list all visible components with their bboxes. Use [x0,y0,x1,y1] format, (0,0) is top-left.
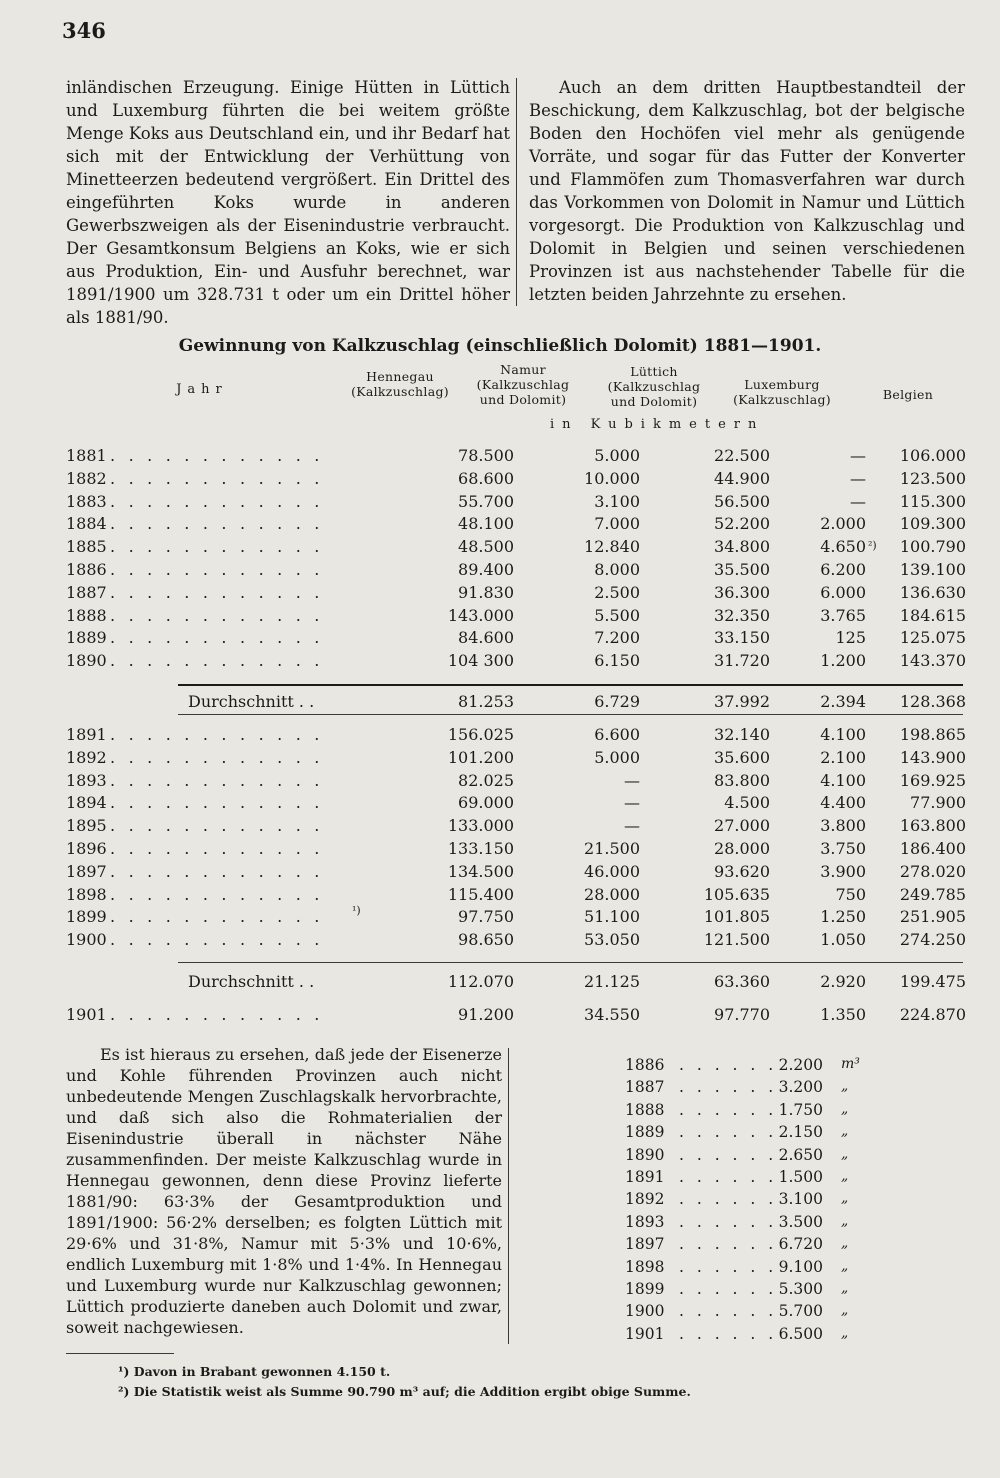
luettich-cell: 121.500 [703,930,770,950]
year-cell: 1886 [66,560,107,579]
paragraph: inländischen Erzeugung. Einige Hütten in Lüttich und Luxemburg führten die bei weitem größte Menge Koks aus Deutschland ein, und ihr Bedarf hat sich mit der Entwicklung der Verhüttung von Minetteerzen bedeutend vergrößert. Ein Drittel des eingeführten Koks wurde in anderen Gewerbszweigen als der Eisenindustrie verbraucht. Der Gesamtkonsum Belgiens an Koks, wie er sich aus Produktion, Ein- und Ausfuhr berechnet, war 1891/1900 um 328.731 t oder um ein Drittel höher als 1881/90. [66,78,510,327]
hennegau-cell: 133.150 [447,839,514,858]
luettich-cell: 4.500 [724,793,770,813]
header-namur: Namur (Kalkzuschlag und Dolomit) [476,362,570,407]
namur-cell: 21.500 [584,839,640,858]
year-cell: 1882 [66,468,107,488]
dolomit-value: 6.720 [778,1235,823,1254]
hennegau-cell: 69.000 [458,793,514,813]
hennegau-cell: 98.650 [458,930,514,950]
namur-cell: 8.000 [594,560,640,579]
hennegau-cell: 81.253 [458,692,514,711]
dolomit-unit: „ [841,1078,849,1095]
dolomit-year: 1900 [625,1302,665,1321]
leader-dots: . . . . . . . . . . . . [110,1005,324,1024]
luettich-cell: 36.300 [714,582,770,602]
luxemburg-cell: — [850,468,866,488]
leader-dots: . . . . . . [679,1235,778,1254]
dolomit-row [625,1101,865,1121]
belgien-cell: 199.475 [899,972,966,991]
dolomit-row [625,1258,865,1278]
leader-dots: . . . . . . . . . . . . [110,468,324,488]
dolomit-unit: „ [841,1145,849,1162]
luettich-cell: 93.620 [714,861,770,881]
leader-dots: . . . . . . . . . . . . [110,747,324,767]
luettich-cell: 83.800 [714,770,770,790]
dolomit-row [625,1123,865,1143]
luettich-cell: 28.000 [714,839,770,858]
belgien-cell: 143.370 [899,651,966,671]
paragraph: Es ist hieraus zu ersehen, daß jede der Eisenerze und Kohle führenden Provinzen auch nicht unbedeutende Mengen Zuschlagskalk hervorbrachte, und daß sich also die Rohmaterialien der Eisenindustrie überall in nächster Nähe zusammenfinden. Der meiste Kalkzuschlag wurde in Hennegau gewonnen, denn diese Provinz lieferte 1881/90: 63·3% der Gesamtproduktion und 1891/1900: 56·2% derselben; es folgten Lüttich mit 29·6% und 31·8%, Namur mit 5·3% und 10·6%, endlich Luxemburg mit 1·8% und 1·4%. In Hennegau und Luxemburg wurde nur Kalkzuschlag gewonnen; Lüttich produzierte daneben auch Dolomit und zwar, soweit nachgewiesen. [66,1045,502,1337]
year-cell: 1890 [66,651,107,671]
leader-dots: . . . . . . [679,1212,778,1231]
table-row [66,651,966,673]
leader-dots: . . . . . . . . . . . . [110,582,324,602]
dolomit-value: 2.150 [778,1123,823,1142]
right-column-text [529,76,965,306]
dolomit-unit: „ [841,1212,849,1229]
year-cell: 1897 [66,861,107,881]
hennegau-cell: 134.500 [447,861,514,881]
dolomit-year: 1899 [625,1280,665,1298]
namur-cell: 12.840 [584,537,640,557]
luxemburg-cell: 750 [835,884,866,904]
leader-dots: . . . . . . [679,1145,778,1164]
table-rule [178,962,963,963]
table-row [66,793,966,815]
luettich-cell: 35.500 [714,560,770,579]
namur-cell: 5.000 [594,446,640,465]
dolomit-row [625,1235,865,1255]
leader-dots: . . . . . . . . . . . . [110,839,324,858]
luettich-cell: 31.720 [714,651,770,671]
namur-cell: — [624,816,640,836]
namur-cell: 2.500 [594,582,640,602]
hennegau-cell: 133.000 [447,816,514,836]
luettich-cell: 52.200 [714,514,770,534]
dolomit-row [625,1168,865,1188]
belgien-cell: 163.800 [899,816,966,836]
luxemburg-cell: 6.200 [820,560,866,579]
dolomit-row [625,1213,865,1233]
luxemburg-cell: 1.050 [820,930,866,950]
luettich-cell: 32.140 [714,725,770,744]
dolomit-year: 1889 [625,1123,665,1142]
table-row [66,492,966,514]
leader-dots: . . . . . . . . . . . . [110,861,324,881]
belgien-cell: 139.100 [899,560,966,579]
dolomit-unit: „ [841,1280,849,1296]
luxemburg-cell: 2.394 [820,692,866,711]
belgien-cell: 198.865 [899,725,966,744]
dolomit-year: 1898 [625,1257,665,1276]
dolomit-value: 2.650 [778,1145,823,1164]
footnote-rule [66,1353,174,1354]
dolomit-row [625,1325,865,1345]
leader-dots: . . . . . . [679,1190,778,1209]
luxemburg-cell: 3.900 [820,861,866,881]
year-cell: 1885 [66,537,107,557]
luettich-cell: 97.770 [714,1005,770,1024]
footnote-1: ¹) Davon in Brabant gewonnen 4.150 t. [118,1364,391,1379]
table-row [66,469,966,491]
leader-dots: . . . . . . . . . . . . [110,605,324,625]
belgien-cell: 100.790 [899,537,966,557]
unit-line: in Kubikmetern [550,417,765,432]
year-cell: 1884 [66,514,107,534]
belgien-cell: 128.368 [899,692,966,711]
luettich-cell: 101.805 [703,907,770,927]
dolomit-row [625,1078,865,1098]
belgien-cell: 109.300 [899,514,966,534]
luxemburg-cell: 1.250 [820,907,866,927]
average-label: Durchschnitt . . [188,972,315,991]
leader-dots: . . . . . . . . . . . . [110,930,324,950]
namur-cell: — [624,793,640,813]
dolomit-value: 9.100 [778,1257,823,1276]
luxemburg-cell: 2.000 [820,514,866,534]
namur-cell: 3.100 [594,491,640,511]
year-cell: 1895 [66,816,107,836]
leader-dots: . . . . . . [679,1324,778,1343]
belgien-cell: 249.785 [899,884,966,904]
luettich-cell: 37.992 [714,692,770,711]
luettich-cell: 34.800 [714,537,770,557]
luettich-cell: 27.000 [714,816,770,836]
header-luxemburg: Luxemburg (Kalkzuschlag) [733,377,831,407]
luxemburg-cell: — [850,446,866,465]
leader-dots: . . . . . . . . . . . . [110,446,324,465]
namur-cell: 6.600 [594,725,640,744]
hennegau-cell: 48.100 [458,514,514,534]
namur-cell: 10.000 [584,468,640,488]
year-cell: 1899 [66,907,107,927]
year-cell: 1889 [66,628,107,648]
header-belgien: Belgien [882,387,934,402]
luxemburg-cell: 4.100 [820,725,866,744]
left-column-text [66,76,510,329]
luettich-cell: 32.350 [714,605,770,625]
dolomit-year: 1888 [625,1100,665,1119]
leader-dots: . . . . . . [679,1123,778,1142]
luxemburg-cell: 125 [835,628,866,648]
belgien-cell: 184.615 [899,605,966,625]
namur-cell: 28.000 [584,884,640,904]
bottom-left-text [66,1044,502,1338]
belgien-cell: 115.300 [899,491,966,511]
footnote-marker: ²) [868,539,877,553]
table-row [66,725,966,747]
luxemburg-cell: 3.800 [820,816,866,836]
page-number: 346 [62,18,106,43]
table-row [66,862,966,884]
year-cell: 1888 [66,605,107,625]
table-row [66,771,966,793]
leader-dots: . . . . . . . . . . . . [110,560,324,579]
hennegau-cell: 84.600 [458,628,514,648]
dolomit-value: 3.500 [778,1212,823,1231]
namur-cell: 7.000 [594,514,640,534]
hennegau-cell: 55.700 [458,491,514,511]
dolomit-year: 1897 [625,1235,665,1254]
leader-dots: . . . . . . [679,1168,778,1186]
leader-dots: . . . . . . . . . . . . [110,907,324,927]
dolomit-value: 1.500 [778,1168,823,1186]
belgien-cell: 143.900 [899,747,966,767]
leader-dots: . . . . . . [679,1257,778,1276]
belgien-cell: 169.925 [899,770,966,790]
namur-cell: 6.150 [594,651,640,671]
namur-cell: 6.729 [594,692,640,711]
table-row [66,930,966,952]
luettich-cell: 56.500 [714,491,770,511]
luettich-cell: 33.150 [714,628,770,648]
dolomit-unit: „ [841,1100,849,1117]
belgien-cell: 278.020 [899,861,966,881]
year-cell: 1891 [66,725,107,744]
year-cell: 1901 [66,1005,107,1024]
year-cell: 1893 [66,770,107,790]
year-cell: 1892 [66,747,107,767]
leader-dots: . . . . . . [679,1100,778,1119]
table-row [66,748,966,770]
dolomit-unit: „ [841,1235,849,1252]
dolomit-row [625,1190,865,1210]
leader-dots: . . . . . . . . . . . . [110,725,324,744]
dolomit-unit: „ [841,1257,849,1274]
hennegau-cell: 101.200 [447,747,514,767]
year-cell: 1894 [66,793,107,813]
column-divider [508,1048,509,1344]
year-cell: 1881 [66,446,107,465]
table-title: Gewinnung von Kalkzuschlag (einschließlich Dolomit) 1881—1901. [178,336,822,356]
leader-dots: . . . . . . . . . . . . [110,537,324,557]
table-row [66,537,966,559]
dolomit-unit: „ [841,1302,849,1319]
luxemburg-cell: 2.920 [820,972,866,991]
leader-dots: . . . . . . [679,1056,778,1074]
hennegau-cell: 48.500 [458,537,514,557]
table-row [66,904,966,929]
hennegau-cell: 82.025 [458,770,514,790]
luxemburg-cell: 4.650 [820,537,866,557]
namur-cell: 46.000 [584,861,640,881]
belgien-cell: 77.900 [910,793,966,813]
dolomit-value: 1.750 [778,1100,823,1119]
dolomit-value: 3.100 [778,1190,823,1209]
dolomit-year: 1887 [625,1078,665,1097]
dolomit-value: 5.700 [778,1302,823,1321]
table-row [66,583,966,605]
table-row [66,839,966,861]
dolomit-row [625,1146,865,1166]
namur-cell: 5.000 [594,747,640,767]
year-cell: 1887 [66,582,107,602]
leader-dots: . . . . . . [679,1280,778,1298]
dolomit-row [625,1302,865,1322]
belgien-cell: 251.905 [899,907,966,927]
hennegau-cell: 91.200 [458,1005,514,1024]
belgien-cell: 186.400 [899,839,966,858]
dolomit-row [625,1280,865,1300]
namur-cell: 7.200 [594,628,640,648]
table-row [66,1005,966,1027]
leader-dots: . . . . . . . . . . . . [110,491,324,511]
hennegau-cell: 97.750 [458,907,514,927]
leader-dots: . . . . . . . . . . . . [110,793,324,813]
namur-cell: 51.100 [584,907,640,927]
dolomit-year: 1901 [625,1324,665,1343]
luxemburg-cell: 1.350 [820,1005,866,1024]
hennegau-cell: 156.025 [447,725,514,744]
header-year: Jahr [176,382,228,397]
belgien-cell: 106.000 [899,446,966,465]
dolomit-year: 1886 [625,1056,665,1074]
table-row [66,628,966,650]
dolomit-year: 1890 [625,1145,665,1164]
luxemburg-cell: — [850,491,866,511]
hennegau-cell: 104 300 [447,651,514,671]
year-cell: 1883 [66,491,107,511]
luettich-cell: 105.635 [703,884,770,904]
hennegau-cell: 115.400 [447,884,514,904]
table-row [66,816,966,838]
paragraph: Auch an dem dritten Hauptbestandteil der Beschickung, dem Kalkzuschlag, bot der belgische Boden den Hochöfen viel mehr als genügende Vorräte, und sogar für das Futter der Konverter und Flammöfen zum Thomasverfahren war durch das Vorkommen von Dolomit in Namur und Lüttich vorgesorgt. Die Produktion von Kalkzuschlag und Dolomit in Belgien und seinen verschiedenen Provinzen ist aus nachstehender Tabelle für die letzten beiden Jahrzehnte zu ersehen. [529,78,965,304]
average-label: Durchschnitt . . [188,692,315,711]
dolomit-unit: m³ [841,1056,860,1072]
table-row [66,514,966,536]
dolomit-value: 2.200 [778,1056,823,1074]
hennegau-cell: 143.000 [447,605,514,625]
average-row [66,692,966,714]
year-cell: 1898 [66,884,107,904]
dolomit-row [625,1056,865,1076]
table-rule [178,714,963,715]
luxemburg-cell: 3.765 [820,605,866,625]
belgien-cell: 224.870 [899,1005,966,1024]
leader-dots: . . . . . . [679,1078,778,1097]
column-divider [516,78,517,306]
footnote-marker: ¹) [352,904,361,918]
footnote-2: ²) Die Statistik weist als Summe 90.790 m³ auf; die Addition ergibt obige Summe. [118,1384,691,1399]
leader-dots: . . . . . . . . . . . . [110,651,324,671]
namur-cell: — [624,770,640,790]
dolomit-year: 1891 [625,1168,665,1186]
hennegau-cell: 89.400 [458,560,514,579]
luettich-cell: 35.600 [714,747,770,767]
table-row [66,446,966,468]
luxemburg-cell: 1.200 [820,651,866,671]
year-cell: 1900 [66,930,107,950]
dolomit-unit: „ [841,1123,849,1140]
hennegau-cell: 68.600 [458,468,514,488]
dolomit-year: 1892 [625,1190,665,1209]
header-luettich: Lüttich (Kalkzuschlag und Dolomit) [607,364,701,409]
table-row [66,560,966,582]
dolomit-value: 6.500 [778,1324,823,1343]
luxemburg-cell: 3.750 [820,839,866,858]
luxemburg-cell: 4.400 [820,793,866,813]
namur-cell: 53.050 [584,930,640,950]
leader-dots: . . . . . . [679,1302,778,1321]
dolomit-year: 1893 [625,1212,665,1231]
table-row [66,606,966,628]
namur-cell: 34.550 [584,1005,640,1024]
luxemburg-cell: 2.100 [820,747,866,767]
dolomit-unit: „ [841,1190,849,1207]
belgien-cell: 136.630 [899,582,966,602]
dolomit-unit: „ [841,1168,849,1184]
luxemburg-cell: 4.100 [820,770,866,790]
hennegau-cell: 112.070 [447,972,514,991]
dolomit-value: 5.300 [778,1280,823,1298]
leader-dots: . . . . . . . . . . . . [110,816,324,836]
table-rule [178,684,963,686]
luxemburg-cell: 6.000 [820,582,866,602]
table-row [66,885,966,907]
belgien-cell: 123.500 [899,468,966,488]
namur-cell: 21.125 [584,972,640,991]
year-cell: 1896 [66,839,107,858]
leader-dots: . . . . . . . . . . . . [110,770,324,790]
leader-dots: . . . . . . . . . . . . [110,628,324,648]
luettich-cell: 63.360 [714,972,770,991]
belgien-cell: 125.075 [899,628,966,648]
luettich-cell: 22.500 [714,446,770,465]
belgien-cell: 274.250 [899,930,966,950]
header-hennegau: Hennegau (Kalkzuschlag) [351,369,449,399]
hennegau-cell: 78.500 [458,446,514,465]
luettich-cell: 44.900 [714,468,770,488]
namur-cell: 5.500 [594,605,640,625]
leader-dots: . . . . . . . . . . . . [110,514,324,534]
hennegau-cell: 91.830 [458,582,514,602]
leader-dots: . . . . . . . . . . . . [110,884,324,904]
average-row [66,972,966,994]
dolomit-unit: „ [841,1324,849,1341]
dolomit-value: 3.200 [778,1078,823,1097]
